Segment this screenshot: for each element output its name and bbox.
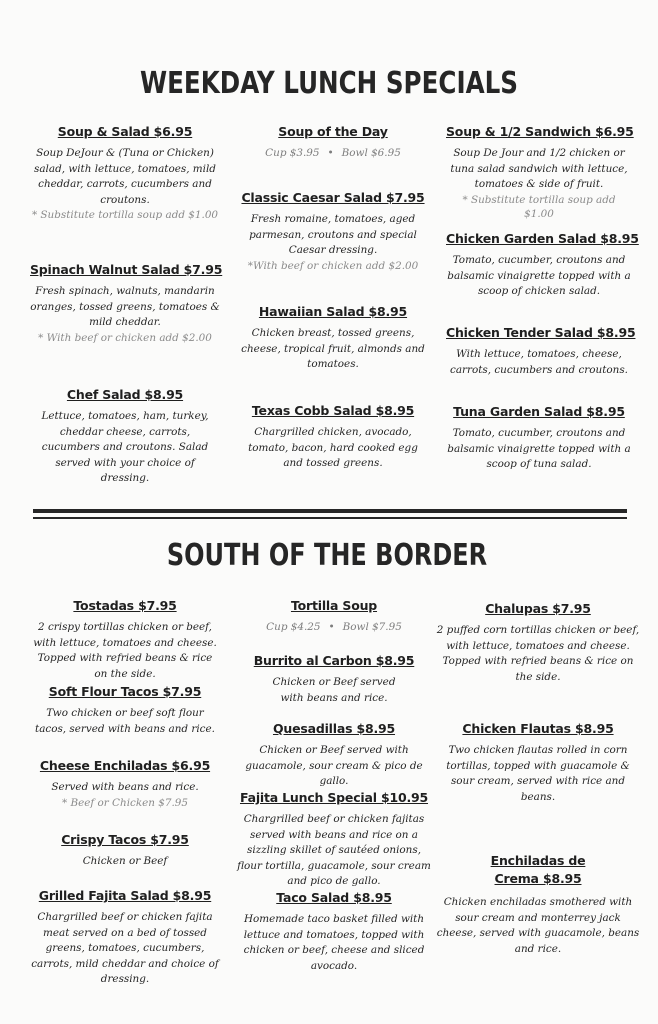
item-name: Quesadillas $8.95 [272, 721, 396, 736]
menu-item [446, 124, 632, 221]
border-title: SOUTH OF THE BORDER [166, 538, 488, 573]
item-name: Soup & Salad $6.95 [57, 124, 193, 139]
section-divider [33, 509, 627, 513]
item-name: Tortilla Soup [290, 598, 378, 613]
item-name: Taco Salad $8.95 [276, 890, 392, 905]
item-note: * With beef or chicken add $2.00 [38, 331, 212, 344]
menu-item [30, 888, 220, 988]
menu-item [240, 403, 426, 472]
item-description: Chicken or Beef [82, 855, 168, 867]
item-name: Chef Salad $8.95 [66, 387, 184, 402]
menu-item [30, 262, 223, 345]
item-name: Classic Caesar Salad $7.95 [241, 190, 425, 205]
menu-item [436, 852, 640, 957]
item-description: 2 puffed corn tortillas chicken or beef, with lettuce, tomatoes and cheese. Topped with refried beans & rice on the side. [436, 624, 640, 683]
menu-item [234, 890, 434, 974]
menu-item [234, 653, 434, 706]
item-name: Chalupas $7.95 [485, 601, 591, 616]
item-description: Fresh romaine, tomatoes, aged parmesan, croutons and special Caesar dressing. [249, 213, 417, 256]
bullet-icon: • [328, 621, 335, 633]
menu-item [234, 721, 434, 790]
item-name: Spinach Walnut Salad $7.95 [30, 262, 223, 277]
menu-item [30, 598, 220, 682]
section-divider [33, 517, 627, 519]
item-description: Chargrilled beef or chicken fajita meat served on a bed of tossed greens, tomatoes, cucumbers, carrots, mild cheddar and choice of dressing. [31, 911, 219, 985]
item-prices [234, 621, 434, 633]
item-description: Chicken breast, tossed greens, cheese, tropical fruit, almonds and tomatoes. [241, 327, 425, 370]
item-description: Chargrilled chicken, avocado, tomato, bacon, hard cooked egg and tossed greens. [248, 426, 418, 469]
item-description: Homemade taco basket filled with lettuce and tomatoes, topped with chicken or beef, cheese and sliced avocado. [243, 913, 425, 972]
item-description: Soup DeJour & (Tuna or Chicken) salad, with lettuce, tomatoes, mild cheddar, carrots, cucumbers and croutons. [34, 147, 216, 206]
item-name: Tostadas $7.95 [73, 598, 177, 613]
item-name: Burrito al Carbon $8.95 [253, 653, 415, 668]
item-description: Soup De Jour and 1/2 chicken or tuna salad sandwich with lettuce, tomatoes & side of fruit. [450, 147, 628, 190]
menu-item [240, 304, 426, 373]
item-description: Chicken enchiladas smothered with sour cream and monterrey jack cheese, served with guacamole, beans and rice. [436, 896, 640, 955]
menu-item [240, 190, 426, 273]
item-note: * Substitute tortilla soup add $1.00 [31, 209, 219, 221]
item-description: Served with beans and rice. [51, 781, 199, 793]
item-description: With lettuce, tomatoes, cheese, carrots, cucumbers and croutons. [450, 348, 628, 376]
item-note: *With beef or chicken add $2.00 [247, 259, 419, 272]
item-name: Enchiladas de Crema $8.95 [490, 853, 586, 886]
item-name: Cheese Enchiladas $6.95 [39, 758, 211, 773]
item-name: Grilled Fajita Salad $8.95 [38, 888, 212, 903]
menu-item [30, 387, 220, 487]
item-name: Chicken Garden Salad $8.95 [446, 231, 639, 246]
item-name: Hawaiian Salad $8.95 [258, 304, 408, 319]
menu-item [240, 124, 426, 159]
menu-item [30, 758, 220, 810]
item-name: Chicken Tender Salad $8.95 [446, 325, 636, 340]
item-description: Two chicken or beef soft flour tacos, served with beans and rice. [35, 707, 215, 735]
cup-price: Cup $3.95 [265, 147, 320, 159]
menu-item [30, 684, 220, 737]
menu-item [234, 598, 434, 633]
menu-item [234, 790, 434, 890]
menu-item [30, 832, 220, 870]
bowl-price: Bowl $6.95 [341, 147, 401, 159]
item-description: Chargrilled beef or chicken fajitas served with beans and rice on a sizzling skillet of sautéed onions, flour tortilla, guacamole, sour cream and pico de gallo. [237, 813, 431, 887]
item-note: * Substitute tortilla soup add $1.00 [462, 193, 616, 220]
item-description: Chicken or Beef served with guacamole, sour cream & pico de gallo. [245, 744, 423, 787]
item-name: Soup of the Day [278, 124, 388, 139]
item-name: Soup & 1/2 Sandwich $6.95 [446, 124, 634, 139]
item-description: Lettuce, tomatoes, ham, turkey, cheddar cheese, carrots, cucumbers and croutons. Salad served with your choice of dressing. [41, 410, 209, 484]
menu-item [446, 231, 639, 300]
item-name: Crispy Tacos $7.95 [61, 832, 189, 847]
item-prices [240, 147, 426, 159]
item-description: Chicken or Beef served with beans and rice. [272, 676, 396, 704]
item-name: Chicken Flautas $8.95 [462, 721, 614, 736]
item-description: 2 crispy tortillas chicken or beef, with lettuce, tomatoes and cheese. Topped with refried beans & rice on the side. [33, 621, 217, 680]
menu-item [436, 601, 640, 685]
item-description: Two chicken flautas rolled in corn tortillas, topped with guacamole & sour cream, served with rice and beans. [446, 744, 630, 803]
item-note: * Beef or Chicken $7.95 [61, 796, 189, 809]
item-name: Fajita Lunch Special $10.95 [239, 790, 429, 805]
bullet-icon: • [327, 147, 334, 159]
menu-item [446, 404, 632, 473]
item-description: Tomato, cucumber, croutons and balsamic vinaigrette topped with a scoop of tuna salad. [447, 427, 631, 470]
weekday-title: WEEKDAY LUNCH SPECIALS [139, 66, 519, 101]
bowl-price: Bowl $7.95 [342, 621, 402, 633]
item-description: Fresh spinach, walnuts, mandarin oranges, tossed greens, tomatoes & mild cheddar. [30, 285, 220, 328]
item-name: Soft Flour Tacos $7.95 [48, 684, 202, 699]
item-description: Tomato, cucumber, croutons and balsamic vinaigrette topped with a scoop of chicken salad. [447, 254, 631, 297]
item-name: Texas Cobb Salad $8.95 [251, 403, 415, 418]
menu-item [30, 124, 220, 222]
menu-item [446, 325, 636, 378]
item-name: Tuna Garden Salad $8.95 [453, 404, 625, 419]
menu-item [436, 721, 640, 805]
cup-price: Cup $4.25 [266, 621, 321, 633]
